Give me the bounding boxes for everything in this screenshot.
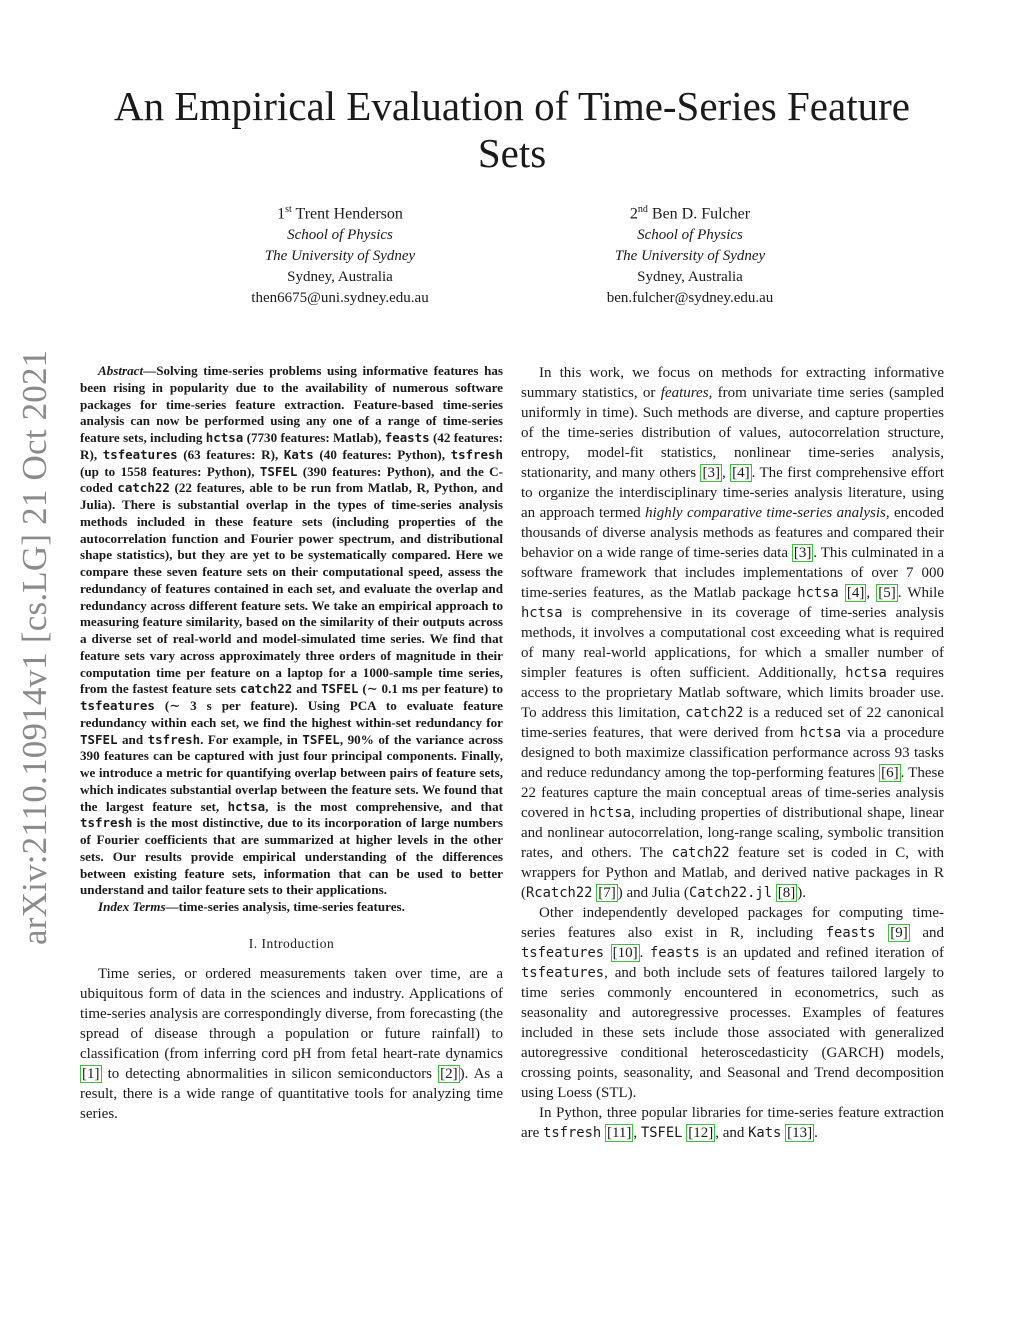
citation-link[interactable]: [4] [732, 465, 750, 481]
code-tsfresh: tsfresh [543, 1125, 602, 1141]
author-org: The University of Sydney [614, 247, 766, 264]
code-hctsa: hctsa [521, 605, 563, 621]
body-paragraph-1 [521, 363, 944, 903]
abstract-text: (∼ 0.1 ms per feature) to [358, 681, 503, 697]
code-feasts: feasts [825, 925, 876, 941]
code-hctsa: hctsa [797, 585, 839, 601]
citation-link[interactable]: [3] [793, 545, 812, 561]
author-name: Ben D. Fulcher [651, 205, 751, 223]
separator: , [866, 585, 877, 601]
citation-link[interactable]: [4] [846, 585, 865, 601]
paragraph-text: . These 22 features capture the main conceptual areas of time-series analysis covered in [521, 765, 944, 821]
citation-link[interactable]: [11] [606, 1125, 632, 1141]
code-feasts: feasts [384, 430, 430, 445]
paragraph-text: is an updated and refined iteration of [699, 945, 944, 961]
abstract-text: . For example, in [200, 731, 303, 747]
paragraph-text: ). As a result, there is a wide range of quantitative tools for analyzing time series. [80, 1065, 503, 1122]
separator: , [633, 1125, 641, 1141]
abstract-text: —Solving time-series problems using informative features has been rising in popularity due to the availability of numerous software packages for time-series feature extraction. Feature-based time-series analysis can now be performed using any one of a range of time-series feature sets, including [80, 363, 503, 445]
author-org: The University of Sydney [264, 247, 416, 264]
code-catch22: catch22 [239, 681, 293, 697]
citation-link[interactable]: [3] [702, 465, 720, 481]
author-ordinal-suffix: nd [637, 204, 648, 215]
code-tsfel: TSFEL [80, 731, 118, 747]
code-tsfeatures: tsfeatures [102, 446, 178, 462]
section-heading-introduction: I. Introduction [248, 935, 335, 951]
body-paragraph-3 [521, 1103, 944, 1143]
code-tsfresh: tsfresh [147, 731, 201, 747]
index-terms [80, 899, 503, 916]
author-city: Sydney, Australia [287, 268, 393, 285]
paragraph-text: and [909, 925, 945, 941]
citation-link[interactable]: [5] [878, 585, 896, 601]
paragraph-text: . While [897, 585, 945, 601]
paragraph-text: ). [797, 885, 807, 901]
paragraph-text: , from univariate time series (sampled uniformly in time). Such methods are diverse, and capture properties of the time-series distribution of values, autocorrelation structure, entropy, model-fit statistics, nonlinear time-series analysis, stationarity, and many others [521, 385, 944, 481]
code-tsfel: TSFEL [321, 681, 359, 697]
author-ordinal: 2 [629, 205, 638, 223]
paragraph-text: . This culminated in a software framework that includes implementations of over 7 000 time-series features, as the Matlab package [521, 545, 945, 601]
citation-link[interactable]: [13] [787, 1125, 813, 1141]
code-tsfel: TSFEL [259, 463, 298, 479]
code-tsfeatures: tsfeatures [521, 965, 605, 981]
author-dept: School of Physics [637, 227, 743, 244]
paragraph-text: ) and Julia ( [617, 885, 689, 901]
paragraph-text: , and both include sets of features tailored largely to time series commonly encountered in econometrics, such as seasonality and autoregressive processes. Examples of features included in these sets include those associated with generalized autoregressive conditional heteroscedasticity (GARCH) models, crossing points, seasonality, and Seasonal and Trend decomposition using Loess (STL). [521, 965, 944, 1101]
separator: . [639, 945, 650, 961]
author-block-1 [190, 200, 490, 308]
citation-link[interactable]: [7] [598, 885, 616, 901]
author-email[interactable]: ben.fulcher@sydney.edu.au [606, 289, 774, 306]
author-ordinal: 1 [277, 205, 286, 223]
code-tsfeatures: tsfeatures [80, 698, 155, 713]
author-ordinal-suffix: st [285, 204, 292, 215]
paragraph-text: to detecting abnormalities in silicon semiconductors [101, 1065, 439, 1082]
code-catch22: catch22 [117, 480, 170, 496]
code-tsfel: TSFEL [302, 731, 340, 747]
paragraph-text: feature set is coded in C, with wrappers for Python and Matlab, and derived native packages in R ( [521, 845, 944, 901]
abstract-text: and [117, 731, 148, 747]
code-kats: Kats [283, 446, 314, 462]
separator [604, 945, 611, 961]
paragraph-text: Time series, or ordered measurements taken over time, are a ubiquitous form of data in the sciences and industry. Applications of time-series analysis are correspondingly diverse, from forecasting (the spread of disease through a population or future rainfall) to classification (from inferring cord pH from fetal heart-rate dynamics [80, 965, 503, 1062]
abstract-text: (42 features: R), [80, 430, 503, 462]
abstract-text: (∼ 3 s per feature). Using PCA to evaluate feature redundancy within each set, we find the highest within-set redundancy for [80, 698, 503, 730]
paragraph-text: requires access to the proprietary Matlab software, which limits broader use. To address this limitation, [521, 665, 945, 721]
abstract-label: Abstract [98, 363, 144, 378]
left-column [80, 363, 503, 1124]
paragraph-text: via a procedure designed to both maximize classification performance across 93 tasks and reduce redundancy among the top-performing features [521, 725, 944, 781]
paragraph-text: , including properties of distributional shape, linear and nonlinear autocorrelation, long-range scaling, symbolic transition rates, and others. The [521, 805, 944, 861]
arxiv-sidebar-stamp[interactable]: arXiv:2110.10914v1 [cs.LG] 21 Oct 2021 [15, 349, 54, 945]
intro-paragraph [80, 964, 503, 1124]
code-tsfresh: tsfresh [80, 815, 133, 831]
paragraph-text: is a reduced set of 22 canonical time-series features, that were derived from [521, 705, 944, 741]
paragraph-text: In Python, three popular libraries for time-series feature extraction are [521, 1105, 944, 1141]
author-name: Trent Henderson [295, 205, 403, 223]
right-column [521, 363, 944, 1143]
abstract-text: (7730 features: Matlab), [243, 430, 385, 445]
abstract [80, 363, 503, 899]
abstract-text: , is the most comprehensive, and that [265, 798, 503, 814]
citation-link[interactable]: [1] [82, 1065, 100, 1082]
abstract-text: (40 features: Python), [313, 446, 451, 462]
author-email[interactable]: then6675@uni.sydney.edu.au [251, 289, 429, 306]
abstract-text: (22 features, able to be run from Matlab, R, Python, and Julia). There is substantial overlap in the types of time-series analysis methods included in these feature sets (including properties of the autocorrelation function and Fourier power spectrum, and distributional shape statistics), but they are yet to be systematically compared. Here we compare these seven feature sets on their computational speed, assess the redundancy of features contained in each set, and evaluate the overlap and redundancy across different feature sets. We take an empirical approach to measuring feature similarity, based on the similarity of their outputs across a diverse set of real-world and model-simulated time series. We find that feature sets vary across approximately three orders of magnitude in their computation time per feature on a laptop for a 1000-sample time series, from the fastest feature sets [80, 480, 504, 697]
citation-link[interactable]: [2] [440, 1065, 458, 1082]
code-hctsa: hctsa [205, 430, 244, 445]
separator [839, 585, 845, 601]
paper-title: An Empirical Evaluation of Time-Series Feature Sets [114, 83, 910, 176]
paragraph-text: is comprehensive in its coverage of time-series analysis methods, it involves a computational cost exceeding what is required of many real-world applications, for which a smaller number of simpler features is often sufficient. Additionally, [521, 605, 944, 681]
citation-link[interactable]: [6] [881, 765, 899, 781]
code-tsfeatures: tsfeatures [521, 945, 605, 961]
abstract-text: (up to 1558 features: Python), [80, 463, 260, 479]
abstract-text: is the most distinctive, due to its incorporation of large numbers of Fourier coefficients that are summarized at higher levels in the other sets. Our results provide empirical understanding of the differences between existing feature sets, information that can be used to better understand and tailor feature sets to their applications. [80, 815, 503, 898]
emphasis-text: highly comparative time-series analysis [645, 505, 886, 521]
emphasis-text: features [660, 385, 709, 401]
code-kats: Kats [748, 1125, 782, 1141]
code-feasts: feasts [649, 945, 700, 961]
author-dept: School of Physics [287, 227, 393, 244]
abstract-text: (63 features: R), [177, 446, 284, 462]
paragraph-text: . [814, 1125, 818, 1141]
author-city: Sydney, Australia [637, 268, 743, 285]
citation-link[interactable]: [9] [890, 925, 908, 941]
separator: , [721, 465, 731, 481]
citation-link[interactable]: [10] [612, 945, 638, 961]
code-hctsa: hctsa [589, 805, 632, 821]
code-tsfresh: tsfresh [450, 446, 504, 462]
abstract-text: (390 features: Python), and the C-coded [80, 463, 503, 496]
code-hctsa: hctsa [845, 665, 887, 681]
abstract-text: , 90% of the variance across 390 features can be captured with just four principal components. Finally, we introduce a metric for quantifying overlap between pairs of feature sets, which indicates substantial overlap between the feature sets. We found that the largest feature set, [80, 731, 503, 814]
code-hctsa: hctsa [227, 798, 266, 814]
body-paragraph-2 [521, 903, 944, 1103]
abstract-text: and [292, 681, 322, 697]
code-rcatch22: Rcatch22 [526, 885, 593, 901]
citation-link[interactable]: [12] [688, 1125, 714, 1141]
paragraph-text: In this work, we focus on methods for extracting informative summary statistics, or [521, 365, 944, 401]
index-terms-label: Index Terms [98, 899, 166, 914]
author-block-2 [540, 200, 840, 308]
code-catch22-jl: Catch22.jl [688, 885, 773, 901]
paragraph-text: Other independently developed packages for computing time-series features also exist in R, including [521, 905, 944, 941]
code-tsfel: TSFEL [640, 1125, 683, 1141]
code-catch22: catch22 [671, 845, 730, 861]
paragraph-text: . The first comprehensive effort to organize the interdisciplinary time-series analysis literature, using an approach termed [521, 465, 945, 521]
citation-link[interactable]: [8] [777, 885, 796, 901]
code-catch22: catch22 [685, 705, 744, 721]
paragraph-text: , and [715, 1125, 749, 1141]
separator [876, 925, 889, 941]
code-hctsa: hctsa [799, 725, 842, 741]
index-terms-text: —time-series analysis, time-series features. [165, 899, 405, 914]
paragraph-text: , encoded thousands of diverse analysis methods as features and compared their behavior on a wide range of time-series data [521, 505, 944, 561]
